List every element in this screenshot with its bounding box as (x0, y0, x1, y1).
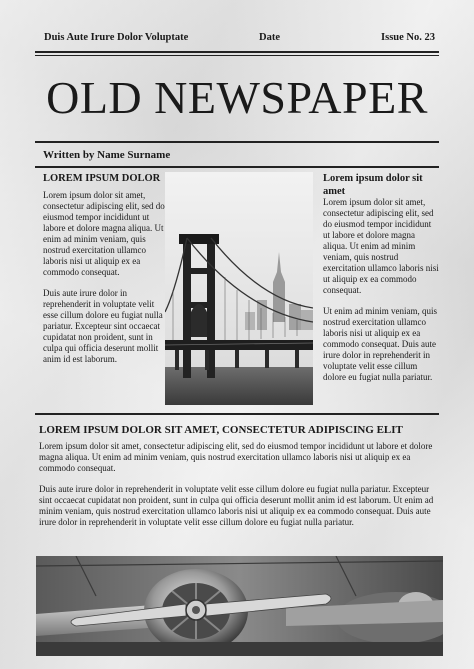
header-issue-number: Issue No. 23 (381, 32, 435, 43)
left-column-heading: LOREM IPSUM DOLOR (43, 173, 161, 184)
section-rule (35, 413, 439, 415)
left-column-body (43, 190, 165, 375)
header-date: Date (259, 32, 280, 43)
plane-photo (36, 556, 443, 656)
left-column-paragraph: Duis aute irure dolor in reprehenderit in voluptate velit esse cillum dolore eu fugiat nulla pariatur. Excepteur sint occaecat cupidatat non proident, sunt in culpa qui officia deserunt mollit anim id est laborum. (43, 288, 163, 364)
plane-illustration (36, 556, 443, 656)
masthead-rule (35, 141, 439, 143)
header-rule-thick (35, 51, 439, 53)
header-rule-thin (35, 55, 439, 56)
header-bar (35, 30, 439, 50)
right-column-heading: Lorem ipsum dolor sit amet (323, 173, 423, 197)
bridge-photo (165, 172, 313, 405)
right-column-paragraph: Lorem ipsum dolor sit amet, consectetur adipiscing elit, sed do eiusmod tempor incididunt ut labore et dolore magna aliqua. Ut enim ad minim veniam, quis nostrud exercitation ullamco laboris nisi ut aliquip ex ea commodo consequat. (323, 197, 439, 295)
byline: Written by Name Surname (43, 149, 171, 161)
right-column-body (323, 197, 439, 393)
left-column-paragraph: Lorem ipsum dolor sit amet, consectetur adipiscing elit, sed do eiusmod tempor incididunt ut labore et dolore magna aliqua. Ut enim ad minim veniam, quis nostrud exercitation ullamco laboris nisi ut aliquip ex ea commodo consequat. (43, 190, 165, 277)
masthead-title: OLD NEWSPAPER (46, 72, 428, 123)
feature-body (39, 441, 439, 538)
feature-paragraph: Duis aute irure dolor in reprehenderit in voluptate velit esse cillum dolore eu fugiat nulla pariatur. Excepteur sint occaecat cupidatat non proident, sunt in culpa qui officia deserunt mollit anim id est laborum. Ut enim ad minim veniam, quis nostrud exercitation ullamco laboris nisi ut aliquip ex ea commodo consequat. Duis aute irure dolor in reprehenderit in voluptate velit esse cillum dolore eu fugiat nulla pariatur. (39, 484, 434, 527)
feature-heading: LOREM IPSUM DOLOR SIT AMET, CONSECTETUR ADIPISCING ELIT (39, 424, 403, 436)
right-column-paragraph: Ut enim ad minim veniam, quis nostrud exercitation ullamco laboris nisi ut aliquip ex ea commodo consequat. Duis aute irure dolor in reprehenderit in voluptate velit esse cillum dolore eu fugiat nulla pariatur. (323, 306, 437, 382)
bridge-illustration (165, 172, 313, 405)
feature-paragraph: Lorem ipsum dolor sit amet, consectetur adipiscing elit, sed do eiusmod tempor incididunt ut labore et dolore magna aliqua. Ut enim ad minim veniam, quis nostrud exercitation ullamco laboris nisi ut aliquip ex ea commodo consequat. (39, 441, 433, 473)
header-left-text: Duis Aute Irure Dolor Voluptate (44, 32, 189, 43)
byline-rule (35, 166, 439, 168)
